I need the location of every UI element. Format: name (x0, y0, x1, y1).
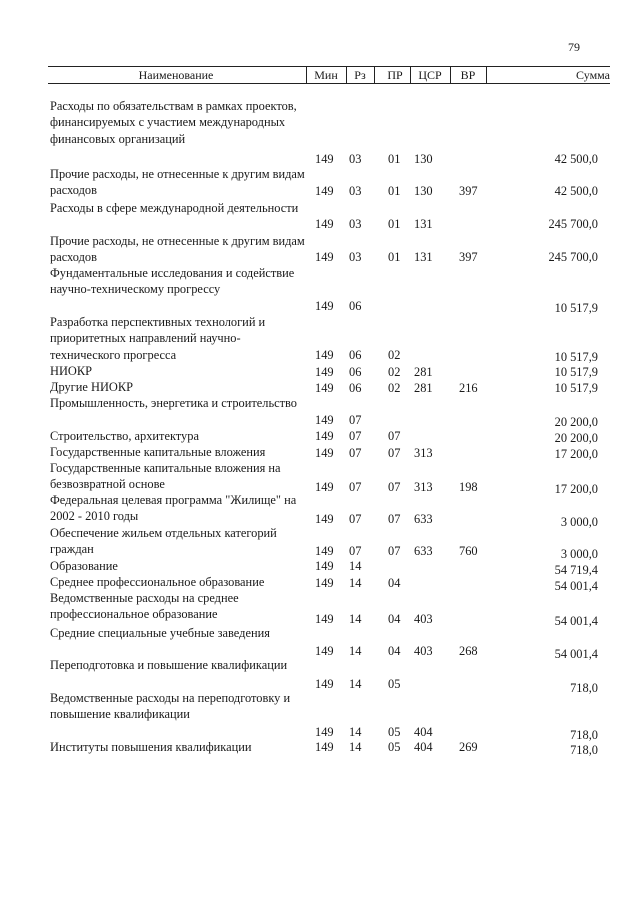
row-name: Переподготовка и повышение квалификации (50, 658, 288, 672)
row-vr: 397 (459, 250, 478, 264)
row-csr: 403 (414, 644, 433, 658)
row-csr: 633 (414, 512, 433, 526)
row-rz: 03 (349, 184, 362, 198)
row-sum: 20 200,0 (554, 415, 598, 429)
row-rz: 07 (349, 512, 362, 526)
row-sum: 245 700,0 (548, 217, 598, 231)
row-csr: 281 (414, 381, 433, 395)
row-pr: 01 (388, 217, 401, 231)
row-sum: 3 000,0 (560, 515, 598, 529)
row-sum: 54 001,4 (554, 579, 598, 593)
row-csr: 281 (414, 365, 433, 379)
row-min: 149 (315, 612, 334, 626)
header-name: Наименование (138, 68, 214, 82)
row-name: Другие НИОКР (50, 380, 133, 394)
row-rz: 07 (349, 446, 362, 460)
row-name: Образование (50, 559, 118, 573)
row-min: 149 (315, 446, 334, 460)
header-min: Мин (314, 68, 338, 82)
row-min: 149 (315, 152, 334, 166)
row-min: 149 (315, 348, 334, 362)
row-csr: 130 (414, 184, 433, 198)
header-sum: Сумма (576, 68, 610, 82)
header-csr: ЦСР (418, 68, 442, 82)
row-pr: 02 (388, 365, 401, 379)
row-name: Государственные капитальные вложения (50, 445, 266, 459)
row-csr: 403 (414, 612, 433, 626)
row-name: Среднее профессиональное образование (50, 575, 265, 589)
row-min: 149 (315, 512, 334, 526)
row-sum: 10 517,9 (554, 365, 598, 379)
row-name: Промышленность, энергетика и строительство (50, 396, 297, 410)
row-rz: 07 (349, 413, 362, 427)
page-number: 79 (568, 40, 580, 54)
row-rz: 06 (349, 299, 362, 313)
row-name: Разработка перспективных технологий и приоритетных направлений научно-технического прогресса (50, 315, 266, 362)
row-sum: 718,0 (570, 681, 598, 695)
row-pr: 01 (388, 152, 401, 166)
row-min: 149 (315, 365, 334, 379)
row-sum: 718,0 (570, 728, 598, 742)
row-sum: 54 001,4 (554, 614, 598, 628)
row-rz: 03 (349, 250, 362, 264)
row-sum: 10 517,9 (554, 350, 598, 364)
row-min: 149 (315, 184, 334, 198)
row-rz: 06 (349, 365, 362, 379)
row-name: Прочие расходы, не отнесенные к другим видам расходов (50, 234, 305, 265)
row-rz: 14 (349, 576, 362, 590)
row-rz: 06 (349, 348, 362, 362)
row-min: 149 (315, 217, 334, 231)
row-csr: 313 (414, 480, 433, 494)
row-name: Расходы в сфере международной деятельности (50, 201, 299, 215)
row-pr: 01 (388, 184, 401, 198)
row-min: 149 (315, 644, 334, 658)
row-pr: 04 (388, 612, 401, 626)
row-sum: 17 200,0 (554, 482, 598, 496)
row-rz: 03 (349, 152, 362, 166)
row-pr: 05 (388, 740, 401, 754)
row-sum: 3 000,0 (560, 547, 598, 561)
row-rz: 03 (349, 217, 362, 231)
row-csr: 130 (414, 152, 433, 166)
row-min: 149 (315, 299, 334, 313)
row-sum: 42 500,0 (554, 152, 598, 166)
row-min: 149 (315, 576, 334, 590)
row-name: Фундаментальные исследования и содействие научно-техническому прогрессу (50, 266, 295, 297)
row-sum: 245 700,0 (548, 250, 598, 264)
row-name: Средние специальные учебные заведения (50, 626, 270, 640)
row-rz: 14 (349, 612, 362, 626)
row-pr: 07 (388, 512, 401, 526)
row-pr: 02 (388, 381, 401, 395)
row-vr: 216 (459, 381, 478, 395)
row-min: 149 (315, 544, 334, 558)
row-min: 149 (315, 725, 334, 739)
header-rz: Рз (354, 68, 366, 82)
row-name: Государственные капитальные вложения на безвозвратной основе (50, 461, 281, 492)
row-csr: 131 (414, 217, 433, 231)
row-name: Ведомственные расходы на переподготовку и повышение квалификации (50, 691, 291, 722)
row-rz: 14 (349, 725, 362, 739)
row-csr: 313 (414, 446, 433, 460)
row-rz: 07 (349, 544, 362, 558)
row-csr: 404 (414, 725, 433, 739)
row-sum: 17 200,0 (554, 447, 598, 461)
row-pr: 04 (388, 644, 401, 658)
row-sum: 42 500,0 (554, 184, 598, 198)
row-rz: 14 (349, 559, 362, 573)
row-min: 149 (315, 250, 334, 264)
row-pr: 02 (388, 348, 401, 362)
row-sum: 10 517,9 (554, 301, 598, 315)
row-pr: 07 (388, 480, 401, 494)
row-min: 149 (315, 413, 334, 427)
row-min: 149 (315, 429, 334, 443)
row-name: Ведомственные расходы на среднее профессиональное образование (50, 591, 239, 622)
row-name: Федеральная целевая программа "Жилище" на 2002 - 2010 годы (50, 493, 297, 524)
row-vr: 198 (459, 480, 478, 494)
row-name: Строительство, архитектура (50, 429, 199, 443)
row-vr: 269 (459, 740, 478, 754)
row-vr: 268 (459, 644, 478, 658)
row-min: 149 (315, 381, 334, 395)
row-sum: 718,0 (570, 743, 598, 757)
row-pr: 01 (388, 250, 401, 264)
row-name: Прочие расходы, не отнесенные к другим видам расходов (50, 167, 305, 198)
row-pr: 07 (388, 446, 401, 460)
header-vr: ВР (460, 68, 476, 82)
row-min: 149 (315, 740, 334, 754)
row-pr: 07 (388, 429, 401, 443)
row-pr: 05 (388, 677, 401, 691)
row-rz: 14 (349, 677, 362, 691)
row-name: Расходы по обязательствам в рамках проектов, финансируемых с участием международных финансовых организаций (50, 99, 297, 146)
row-csr: 131 (414, 250, 433, 264)
row-sum: 54 001,4 (554, 647, 598, 661)
row-csr: 404 (414, 740, 433, 754)
row-sum: 54 719,4 (554, 563, 598, 577)
row-rz: 06 (349, 381, 362, 395)
row-name: Институты повышения квалификации (50, 740, 252, 754)
row-pr: 04 (388, 576, 401, 590)
row-name: Обеспечение жильем отдельных категорий граждан (50, 526, 277, 557)
row-rz: 07 (349, 429, 362, 443)
row-rz: 14 (349, 644, 362, 658)
row-vr: 397 (459, 184, 478, 198)
row-pr: 07 (388, 544, 401, 558)
row-vr: 760 (459, 544, 478, 558)
row-sum: 20 200,0 (554, 431, 598, 445)
row-name: НИОКР (50, 364, 92, 378)
row-pr: 05 (388, 725, 401, 739)
row-min: 149 (315, 559, 334, 573)
row-csr: 633 (414, 544, 433, 558)
header-pr: ПР (387, 68, 403, 82)
row-sum: 10 517,9 (554, 381, 598, 395)
row-rz: 07 (349, 480, 362, 494)
row-min: 149 (315, 677, 334, 691)
row-rz: 14 (349, 740, 362, 754)
row-min: 149 (315, 480, 334, 494)
